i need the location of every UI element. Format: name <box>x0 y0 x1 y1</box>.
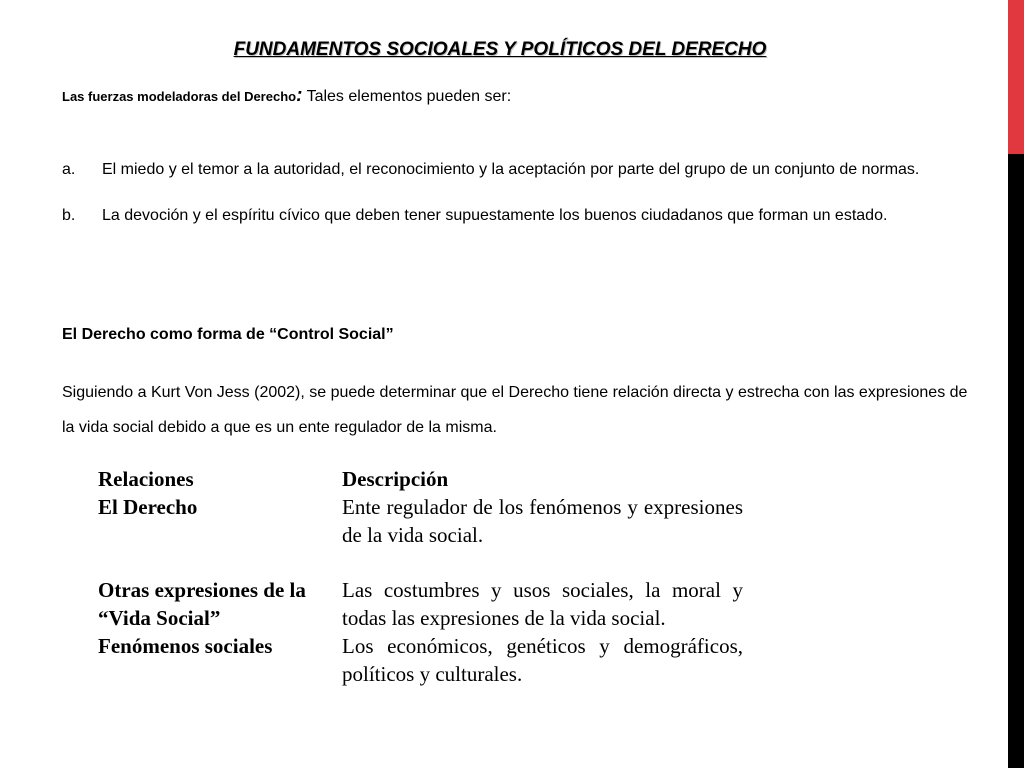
table-row <box>98 576 743 632</box>
accent-bar-red <box>1008 0 1024 154</box>
slide-title: FUNDAMENTOS SOCIOALES Y POLÍTICOS DEL DERECHO <box>233 39 767 60</box>
description-cell: Las costumbres y usos sociales, la moral y todas las expresiones de la vida social. <box>342 578 743 630</box>
list-item <box>62 157 979 183</box>
table-header-row <box>98 465 743 493</box>
body-paragraph: Siguiendo a Kurt Von Jess (2002), se puede determinar que el Derecho tiene relación directa y estrecha con las expresiones de la vida social debido a que es un ente regulador de la misma. <box>62 384 968 436</box>
description-cell: Los económicos, genéticos y demográficos, políticos y culturales. <box>342 634 743 686</box>
accent-bar-black <box>1008 154 1024 768</box>
table-row <box>98 493 743 549</box>
list-item-text: El miedo y el temor a la autoridad, el reconocimiento y la aceptación por parte del grupo de un conjunto de normas. <box>102 161 920 178</box>
intro-rest: Tales elementos pueden ser: <box>302 88 512 105</box>
table-row <box>98 632 743 688</box>
header-descripcion: Descripción <box>342 467 449 491</box>
intro-colon: : <box>296 85 303 106</box>
relation-cell: El Derecho <box>98 495 198 519</box>
relations-table <box>98 465 743 688</box>
intro-lead: Las fuerzas modeladoras del Derecho <box>62 89 297 104</box>
list-item-text: La devoción y el espíritu cívico que deben tener supuestamente los buenos ciudadanos que forman un estado. <box>102 207 888 224</box>
relation-cell: Fenómenos sociales <box>98 634 273 658</box>
intro-line <box>62 85 511 107</box>
relation-cell: Otras expresiones de la “Vida Social” <box>98 578 306 630</box>
forces-list <box>62 157 979 249</box>
list-item <box>62 203 979 229</box>
section-heading: El Derecho como forma de “Control Social” <box>62 326 394 343</box>
list-marker: a. <box>62 161 76 178</box>
list-marker: b. <box>62 207 76 224</box>
description-cell: Ente regulador de los fenómenos y expresiones de la vida social. <box>342 495 743 547</box>
header-relaciones: Relaciones <box>98 467 194 491</box>
row-spacer <box>98 549 743 576</box>
